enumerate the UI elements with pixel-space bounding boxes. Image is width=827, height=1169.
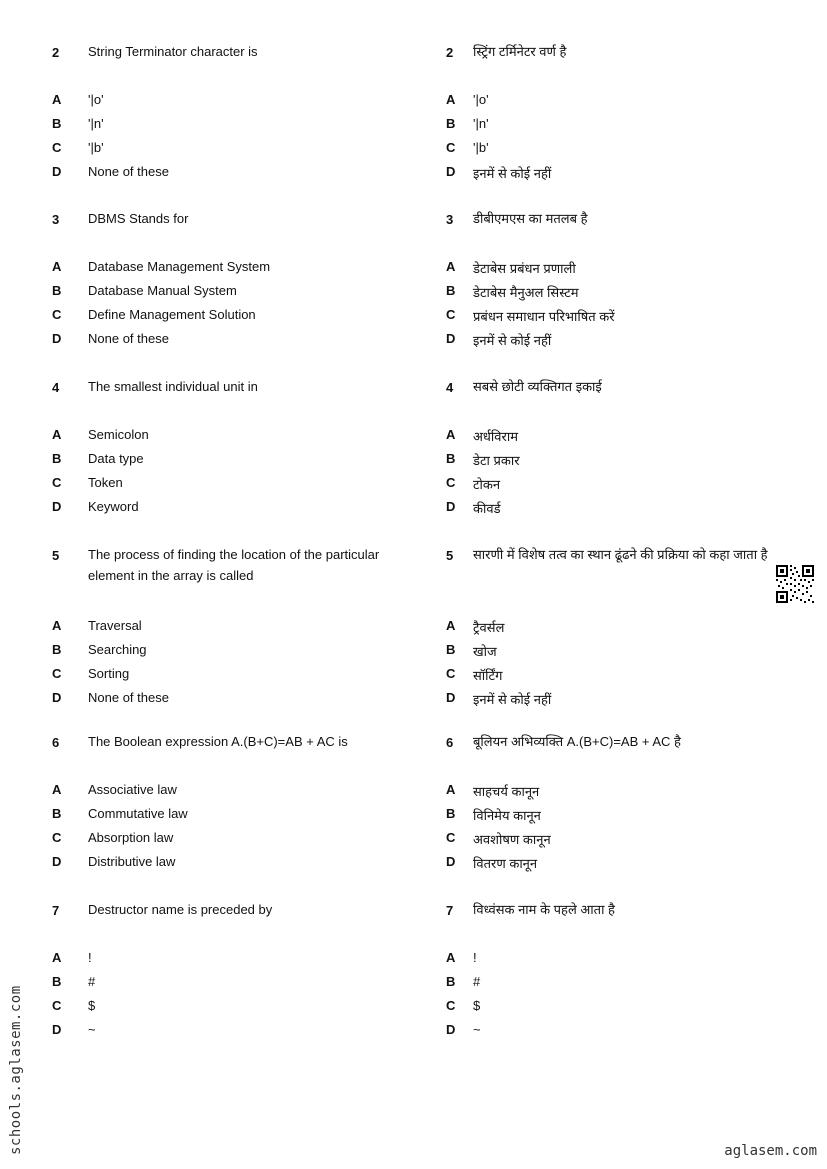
option-text: अर्धविराम [473, 429, 518, 444]
option-letter: B [52, 283, 62, 298]
option-letter: B [446, 642, 456, 657]
question-number: 2 [446, 45, 454, 60]
option-text: '|b' [88, 140, 104, 155]
option-letter: D [52, 854, 62, 869]
question-number: 3 [52, 212, 60, 227]
option-text: Sorting [88, 666, 130, 681]
option-text: डेटाबेस मैनुअल सिस्टम [473, 285, 579, 300]
option-text: Semicolon [88, 427, 149, 442]
option-text: कीवर्ड [473, 501, 501, 516]
option-text: Define Management Solution [88, 307, 256, 322]
option-letter: B [52, 116, 62, 131]
question-text: सबसे छोटी व्यक्तिगत इकाई [473, 379, 602, 394]
option-text: $ [473, 998, 481, 1013]
option-text: Data type [88, 451, 144, 466]
side-watermark: schools.aglasem.com [8, 985, 24, 1155]
option-text: '|n' [88, 116, 104, 131]
question-text: The process of finding the location of the particular element in the array is called [88, 547, 380, 583]
option-text: Associative law [88, 782, 177, 797]
option-letter: C [52, 830, 62, 845]
question-number: 5 [52, 548, 60, 563]
question-number: 7 [446, 903, 454, 918]
option-letter: D [446, 499, 456, 514]
option-letter: B [446, 806, 456, 821]
question-text: सारणी में विशेष तत्व का स्थान ढूंढने की प्रक्रिया को कहा जाता है [473, 547, 768, 562]
option-letter: A [446, 950, 456, 965]
option-text: वितरण कानून [473, 856, 538, 871]
question-text: DBMS Stands for [88, 211, 189, 226]
question-number: 4 [446, 380, 454, 395]
option-letter: C [446, 475, 456, 490]
option-text: Database Manual System [88, 283, 237, 298]
option-text: # [88, 974, 96, 989]
option-text: '|o' [88, 92, 104, 107]
question-text: Destructor name is preceded by [88, 902, 273, 917]
option-letter: D [52, 1022, 62, 1037]
option-text: सॉर्टिंग [473, 668, 503, 683]
option-letter: A [446, 427, 456, 442]
option-letter: A [52, 950, 62, 965]
option-letter: C [446, 140, 456, 155]
option-letter: C [52, 140, 62, 155]
option-text: None of these [88, 690, 169, 705]
option-text: Searching [88, 642, 147, 657]
option-text: ~ [473, 1022, 481, 1037]
option-letter: C [446, 666, 456, 681]
option-letter: D [446, 854, 456, 869]
option-text: इनमें से कोई नहीं [473, 166, 552, 181]
option-letter: C [446, 998, 456, 1013]
option-letter: B [52, 974, 62, 989]
question-text: The Boolean expression A.(B+C)=AB + AC is [88, 734, 348, 749]
option-text: ट्रैवर्सल [473, 620, 505, 635]
option-text: ! [88, 950, 92, 965]
option-letter: A [446, 92, 456, 107]
option-letter: C [52, 998, 62, 1013]
option-letter: D [52, 499, 62, 514]
option-text: इनमें से कोई नहीं [473, 333, 552, 348]
option-letter: D [446, 164, 456, 179]
option-letter: B [446, 974, 456, 989]
option-text: Keyword [88, 499, 139, 514]
option-letter: B [446, 451, 456, 466]
option-letter: B [52, 642, 62, 657]
option-letter: D [52, 164, 62, 179]
question-number: 3 [446, 212, 454, 227]
option-text: Traversal [88, 618, 142, 633]
question-number: 7 [52, 903, 60, 918]
option-text: Distributive law [88, 854, 176, 869]
option-text: Absorption law [88, 830, 174, 845]
option-letter: C [52, 666, 62, 681]
question-number: 2 [52, 45, 60, 60]
option-text: साहचर्य कानून [473, 784, 540, 799]
option-text: ! [473, 950, 477, 965]
option-text: Token [88, 475, 123, 490]
question-text: विध्वंसक नाम के पहले आता है [473, 902, 615, 917]
question-text: The smallest individual unit in [88, 379, 258, 394]
option-text: अवशोषण कानून [473, 832, 551, 847]
option-letter: A [52, 427, 62, 442]
option-text: टोकन [473, 477, 501, 492]
option-text: '|b' [473, 140, 489, 155]
option-letter: D [446, 331, 456, 346]
option-letter: A [52, 782, 62, 797]
option-letter: D [52, 690, 62, 705]
option-text: खोज [473, 644, 497, 659]
option-letter: B [52, 451, 62, 466]
option-letter: A [446, 259, 456, 274]
option-text: '|o' [473, 92, 489, 107]
option-text: विनिमेय कानून [473, 808, 541, 823]
option-letter: B [446, 283, 456, 298]
option-letter: C [52, 307, 62, 322]
option-letter: B [446, 116, 456, 131]
option-text: '|n' [473, 116, 489, 131]
option-text: Database Management System [88, 259, 271, 274]
option-letter: A [52, 92, 62, 107]
option-letter: A [446, 618, 456, 633]
option-letter: A [446, 782, 456, 797]
question-text: बूलियन अभिव्यक्ति A.(B+C)=AB + AC है [473, 734, 681, 749]
option-letter: D [446, 690, 456, 705]
qr-code-icon [776, 565, 814, 603]
option-text: None of these [88, 164, 169, 179]
question-number: 4 [52, 380, 60, 395]
question-text: स्ट्रिंग टर्मिनेटर वर्ण है [473, 44, 567, 59]
option-text: इनमें से कोई नहीं [473, 692, 552, 707]
option-text: प्रबंधन समाधान परिभाषित करें [473, 309, 615, 324]
option-text: None of these [88, 331, 169, 346]
option-text: # [473, 974, 481, 989]
option-text: $ [88, 998, 96, 1013]
option-text: ~ [88, 1022, 96, 1037]
question-number: 6 [52, 735, 60, 750]
question-text: String Terminator character is [88, 44, 258, 59]
option-text: डेटा प्रकार [473, 453, 520, 468]
option-letter: C [446, 307, 456, 322]
question-number: 5 [446, 548, 454, 563]
footer-watermark: aglasem.com [724, 1143, 817, 1159]
option-text: डेटाबेस प्रबंधन प्रणाली [473, 261, 576, 276]
option-text: Commutative law [88, 806, 188, 821]
option-letter: B [52, 806, 62, 821]
option-letter: A [52, 618, 62, 633]
question-text: डीबीएमएस का मतलब है [473, 211, 588, 226]
option-letter: A [52, 259, 62, 274]
option-letter: C [52, 475, 62, 490]
option-letter: D [446, 1022, 456, 1037]
option-letter: D [52, 331, 62, 346]
question-number: 6 [446, 735, 454, 750]
option-letter: C [446, 830, 456, 845]
